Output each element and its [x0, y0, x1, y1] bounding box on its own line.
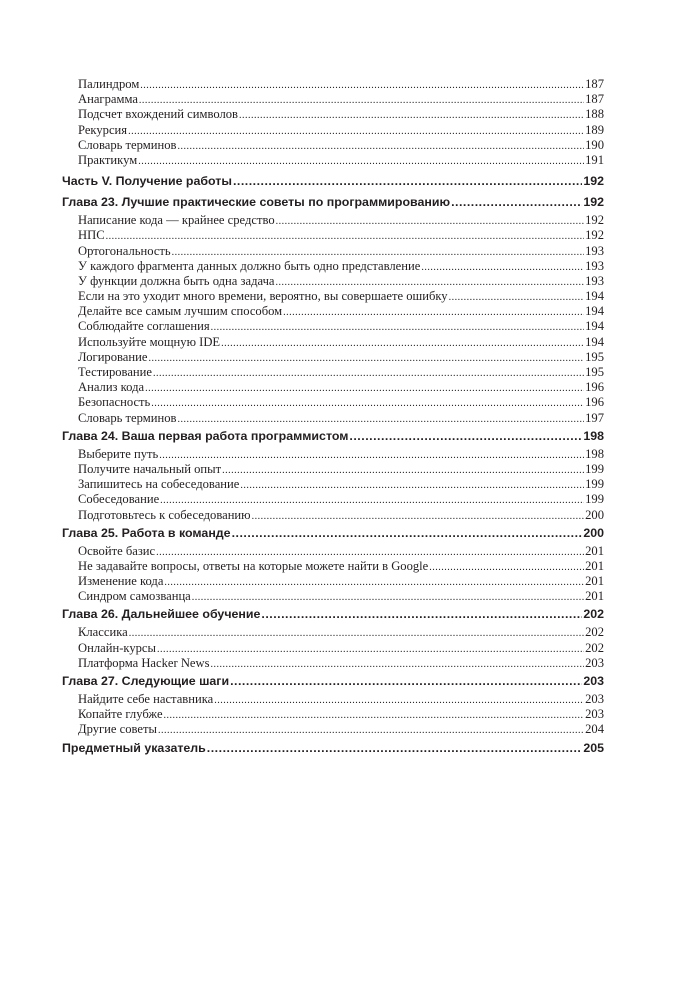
dot-leader: [156, 545, 584, 559]
dot-leader: [140, 78, 584, 92]
dot-leader: [177, 412, 584, 426]
entry-title: Практикум: [78, 152, 138, 167]
page-number: 203: [585, 692, 604, 706]
page-number: 198: [585, 446, 604, 461]
dot-leader: [157, 642, 584, 656]
page-number: 188: [585, 107, 604, 122]
entry-title: Безопасность: [78, 395, 151, 410]
page-number: 201: [585, 558, 604, 573]
page-number: 189: [585, 122, 604, 137]
dot-leader: [222, 463, 584, 477]
toc-section-entry[interactable]: [62, 447, 604, 462]
table-of-contents: [62, 77, 604, 759]
toc-section-entry[interactable]: [62, 411, 604, 426]
entry-title: Часть V. Получение работы: [62, 174, 232, 189]
toc-section-entry[interactable]: [62, 319, 604, 334]
dot-leader: [211, 320, 584, 334]
entry-title: Классика: [78, 625, 128, 640]
page-number: 193: [585, 273, 604, 288]
toc-section-entry[interactable]: [62, 274, 604, 289]
toc-chapter-entry[interactable]: [62, 523, 604, 544]
dot-leader: [230, 671, 582, 692]
toc-section-entry[interactable]: [62, 380, 604, 395]
toc-section-entry[interactable]: [62, 492, 604, 507]
toc-section-entry[interactable]: [62, 395, 604, 410]
page-number: 202: [585, 640, 604, 655]
toc-section-entry[interactable]: [62, 244, 604, 259]
page-number: 202: [585, 625, 604, 640]
entry-title: У каждого фрагмента данных должно быть одно представление: [78, 258, 421, 273]
page-number: 195: [585, 365, 604, 379]
page-number: 196: [585, 380, 604, 395]
toc-section-entry[interactable]: [62, 574, 604, 589]
toc-section-entry[interactable]: [62, 92, 604, 107]
entry-title: Онлайн-курсы: [78, 640, 156, 655]
dot-leader: [214, 693, 584, 707]
page-number: 205: [583, 740, 604, 755]
page-number: 196: [585, 395, 604, 410]
dot-leader: [148, 351, 584, 365]
toc-section-entry[interactable]: [62, 138, 604, 153]
entry-title: Глава 25. Работа в команде: [62, 525, 231, 540]
entry-title: Соблюдайте соглашения: [78, 319, 210, 334]
toc-section-entry[interactable]: [62, 722, 604, 737]
toc-chapter-entry[interactable]: [62, 671, 604, 692]
entry-title: Написание кода — крайнее средство: [78, 213, 275, 228]
entry-title: Анаграмма: [78, 92, 138, 107]
page-number: 193: [585, 243, 604, 258]
toc-section-entry[interactable]: [62, 350, 604, 365]
page-number: 203: [583, 674, 604, 688]
dot-leader: [139, 93, 584, 107]
entry-title: Освойте базис: [78, 543, 156, 558]
toc-section-entry[interactable]: [62, 477, 604, 492]
dot-leader: [106, 229, 585, 243]
dot-leader: [429, 560, 584, 574]
dot-leader: [159, 448, 584, 462]
entry-title: Синдром самозванца: [78, 589, 191, 604]
dot-leader: [283, 305, 584, 319]
toc-section-entry[interactable]: [62, 559, 604, 574]
dot-leader: [239, 108, 584, 122]
dot-leader: [177, 139, 584, 153]
entry-title: Запишитесь на собеседование: [78, 477, 240, 492]
page-number: 201: [585, 589, 604, 604]
page-number: 200: [585, 507, 604, 522]
page-number: 201: [585, 574, 604, 589]
dot-leader: [233, 171, 582, 192]
toc-section-entry[interactable]: [62, 304, 604, 319]
entry-title: У функции должна быть одна задача: [78, 273, 275, 288]
dot-leader: [211, 657, 585, 671]
entry-title: Другие советы: [78, 722, 157, 737]
entry-title: Рекурсия: [78, 122, 128, 137]
dot-leader: [158, 723, 584, 737]
entry-title: Найдите себе наставника: [78, 692, 214, 706]
toc-section-entry[interactable]: [62, 228, 604, 243]
entry-title: Собеседование: [78, 492, 160, 507]
page-number: 193: [585, 258, 604, 273]
dot-leader: [449, 290, 585, 304]
page-number: 199: [585, 477, 604, 492]
dot-leader: [138, 154, 584, 168]
page-number: 192: [585, 228, 604, 243]
dot-leader: [192, 590, 584, 604]
toc-chapter-entry[interactable]: [62, 604, 604, 625]
page-number: 192: [585, 213, 604, 228]
dot-leader: [129, 626, 584, 640]
toc-section-entry[interactable]: [62, 335, 604, 350]
entry-title: Получите начальный опыт: [78, 461, 222, 476]
page-number: 198: [583, 428, 604, 443]
dot-leader: [451, 192, 582, 213]
entry-title: Словарь терминов: [78, 410, 177, 425]
entry-title: Выберите путь: [78, 446, 159, 461]
dot-leader: [172, 245, 584, 259]
page-number: 200: [583, 525, 604, 540]
toc-section-entry[interactable]: [62, 123, 604, 138]
dot-leader: [164, 575, 584, 589]
page-number: 187: [585, 77, 604, 91]
dot-leader: [276, 214, 584, 228]
toc-section-entry[interactable]: [62, 77, 604, 92]
dot-leader: [160, 493, 584, 507]
entry-title: Ортогональность: [78, 243, 171, 258]
page-number: 195: [585, 349, 604, 364]
dot-leader: [421, 260, 584, 274]
page-number: 197: [585, 410, 604, 425]
toc-section-entry[interactable]: [62, 625, 604, 640]
page-number: 204: [585, 722, 604, 737]
toc-section-entry[interactable]: [62, 289, 604, 304]
entry-title: Тестирование: [78, 365, 152, 379]
dot-leader: [261, 604, 582, 625]
dot-leader: [128, 124, 584, 138]
toc-section-entry[interactable]: [62, 656, 604, 671]
toc-section-entry[interactable]: [62, 641, 604, 656]
dot-leader: [153, 366, 584, 380]
entry-title: Палиндром: [78, 77, 140, 91]
entry-title: Анализ кода: [78, 380, 145, 395]
dot-leader: [276, 275, 585, 289]
entry-title: Если на это уходит много времени, вероятно, вы совершаете ошибку: [78, 289, 448, 304]
page-number: 187: [585, 92, 604, 107]
toc-section-entry[interactable]: [62, 589, 604, 604]
toc-section-entry[interactable]: [62, 365, 604, 380]
page-number: 202: [583, 607, 604, 622]
toc-section-entry[interactable]: [62, 544, 604, 559]
page-number: 192: [583, 195, 604, 210]
page-number: 201: [585, 543, 604, 558]
dot-leader: [151, 396, 584, 410]
entry-title: Не задавайте вопросы, ответы на которые можете найти в Google: [78, 558, 429, 573]
page-number: 203: [585, 655, 604, 670]
dot-leader: [240, 478, 584, 492]
toc-section-entry[interactable]: [62, 153, 604, 168]
page-number: 203: [585, 707, 604, 722]
entry-title: Глава 26. Дальнейшее обучение: [62, 607, 261, 622]
dot-leader: [221, 336, 584, 350]
toc-chapter-entry[interactable]: [62, 426, 604, 447]
dot-leader: [164, 708, 585, 722]
toc-section-entry[interactable]: [62, 213, 604, 228]
dot-leader: [232, 523, 583, 544]
entry-title: Подсчет вхождений символов: [78, 107, 238, 122]
toc-section-entry[interactable]: [62, 508, 604, 523]
entry-title: Предметный указатель: [62, 740, 206, 755]
page-number: 194: [585, 334, 604, 349]
entry-title: Глава 24. Ваша первая работа программистом: [62, 428, 349, 443]
entry-title: Используйте мощную IDE: [78, 334, 221, 349]
toc-chapter-entry[interactable]: [62, 192, 604, 213]
entry-title: Подготовьтесь к собеседованию: [78, 507, 251, 522]
entry-title: Глава 27. Следующие шаги: [62, 674, 230, 688]
toc-section-entry[interactable]: [62, 259, 604, 274]
page-number: 199: [585, 492, 604, 507]
dot-leader: [145, 381, 584, 395]
entry-title: Логирование: [78, 349, 148, 364]
entry-title: Делайте все самым лучшим способом: [78, 304, 283, 319]
entry-title: Словарь терминов: [78, 137, 177, 152]
dot-leader: [349, 426, 582, 447]
entry-title: Глава 23. Лучшие практические советы по программированию: [62, 195, 451, 210]
toc-chapter-entry[interactable]: [62, 171, 604, 192]
page-number: 190: [585, 137, 604, 152]
dot-leader: [252, 509, 585, 523]
dot-leader: [207, 738, 583, 759]
toc-chapter-entry[interactable]: [62, 738, 604, 759]
entry-title: Копайте глубже: [78, 707, 163, 722]
entry-title: НПС: [78, 228, 105, 243]
entry-title: Платформа Hacker News: [78, 655, 210, 670]
toc-section-entry[interactable]: [62, 462, 604, 477]
page-number: 194: [585, 319, 604, 334]
page-number: 194: [585, 289, 604, 304]
page-number: 199: [585, 461, 604, 476]
page-number: 191: [585, 152, 604, 167]
toc-section-entry[interactable]: [62, 107, 604, 122]
page-number: 192: [583, 174, 604, 189]
toc-section-entry[interactable]: [62, 692, 604, 707]
page-number: 194: [585, 304, 604, 319]
entry-title: Изменение кода: [78, 574, 164, 589]
toc-section-entry[interactable]: [62, 707, 604, 722]
